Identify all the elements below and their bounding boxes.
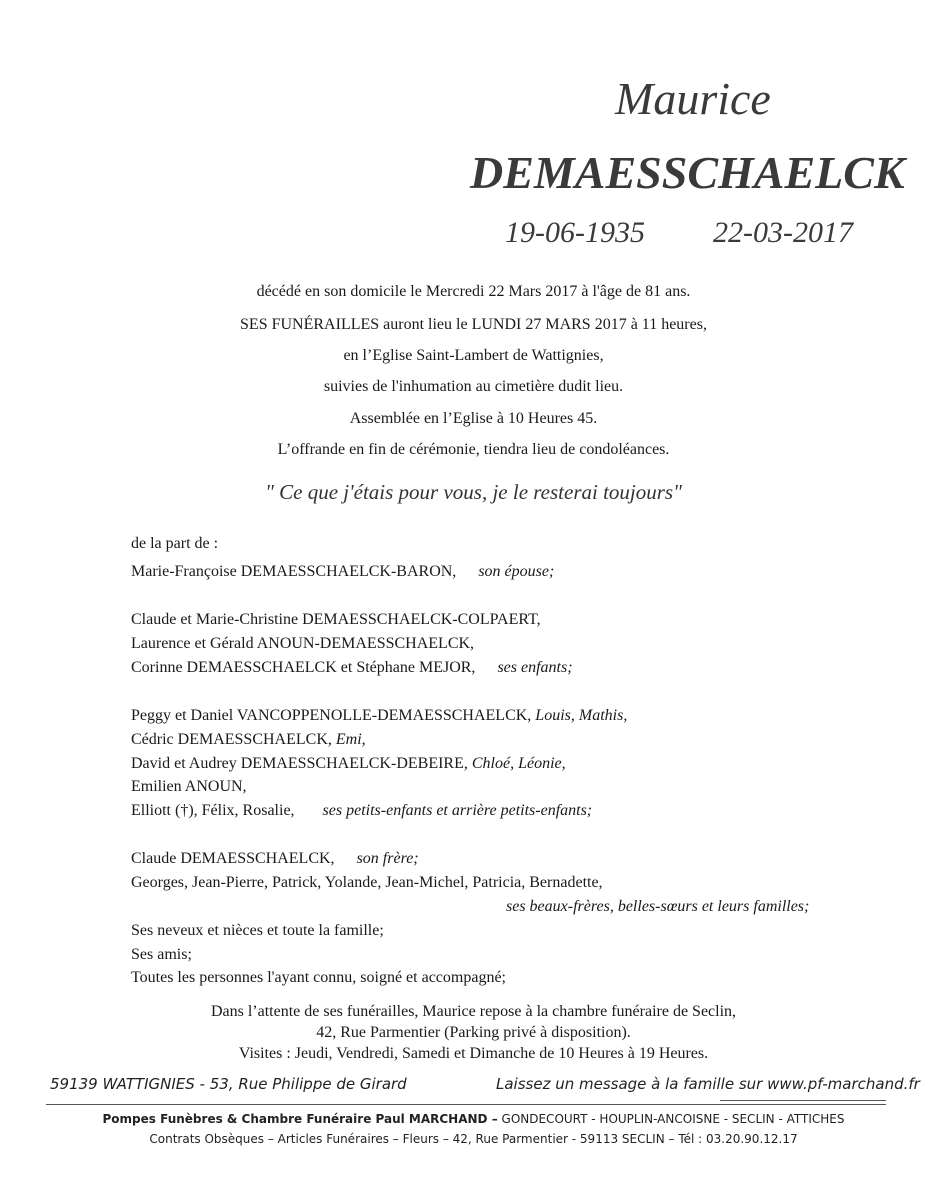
grandchild-parents: Peggy et Daniel VANCOPPENOLLE-DEMAESSCHAELCK, <box>131 707 532 724</box>
visitation-line: 42, Rue Parmentier (Parking privé à disposition). <box>316 1024 631 1041</box>
spouse-name: Marie-Françoise DEMAESSCHAELCK-BARON, <box>131 563 457 580</box>
spouse-line <box>131 563 554 581</box>
in-laws-line: Georges, Jean-Pierre, Patrick, Yolande, Jean-Michel, Patricia, Bernadette, <box>131 874 603 891</box>
child-name: Corinne DEMAESSCHAELCK et Stéphane MEJOR, <box>131 659 476 676</box>
announcement-line: SES FUNÉRAILLES auront lieu le LUNDI 27 MARS 2017 à 11 heures, <box>240 316 707 333</box>
grandchild-line <box>131 731 366 749</box>
footer-divider <box>46 1104 886 1105</box>
family-intro: de la part de : <box>131 535 219 552</box>
grandchild-kids: Emi, <box>335 731 366 748</box>
announcement-line: suivies de l'inhumation au cimetière dudit lieu. <box>323 378 624 395</box>
birth-date: 19-06-1935 <box>505 216 645 249</box>
child-line <box>131 659 573 677</box>
grandchild-names: Elliott (†), Félix, Rosalie, <box>131 802 295 819</box>
others-line: Ses amis; <box>131 946 192 963</box>
company-services: Contrats Obsèques – Articles Funéraires – Fleurs – 42, Rue Parmentier - 59113 SECLIN – Tél : 03.20.90.12.17 <box>149 1132 798 1146</box>
grandchild-line <box>131 802 592 820</box>
deceased-last-name: DEMAESSCHAELCK <box>470 147 905 198</box>
visitation-line: Visites : Jeudi, Vendredi, Samedi et Dimanche de 10 Heures à 19 Heures. <box>238 1045 709 1062</box>
brother-name: Claude DEMAESSCHAELCK, <box>131 850 335 867</box>
grandchild-parents: David et Audrey DEMAESSCHAELCK-DEBEIRE, <box>131 755 468 772</box>
footer-address: 59139 WATTIGNIES - 53, Rue Philippe de Girard <box>50 1075 407 1093</box>
announcement-line: en l’Eglise Saint-Lambert de Wattignies, <box>343 347 604 364</box>
grandchild-line: Emilien ANOUN, <box>131 778 247 795</box>
memorial-quote: " Ce que j'étais pour vous, je le resterai toujours" <box>265 480 682 504</box>
in-laws-relation: ses beaux-frères, belles-sœurs et leurs familles; <box>506 898 810 915</box>
spouse-relation: son épouse; <box>478 563 555 580</box>
company-line <box>0 1112 947 1126</box>
footer-underline <box>720 1100 886 1101</box>
grandchildren-relation: ses petits-enfants et arrière petits-enfants; <box>322 802 593 819</box>
brother-relation: son frère; <box>356 850 419 867</box>
grandchild-line <box>131 755 566 773</box>
company-name: Pompes Funèbres & Chambre Funéraire Paul MARCHAND – <box>102 1112 498 1126</box>
visitation-line: Dans l’attente de ses funérailles, Maurice repose à la chambre funéraire de Seclin, <box>210 1003 737 1020</box>
death-date: 22-03-2017 <box>713 216 853 249</box>
announcement-line: décédé en son domicile le Mercredi 22 Mars 2017 à l'âge de 81 ans. <box>256 283 691 300</box>
announcement-line: Assemblée en l’Eglise à 10 Heures 45. <box>349 410 598 427</box>
announcement-line: L’offrande en fin de cérémonie, tiendra lieu de condoléances. <box>277 441 670 458</box>
others-line: Toutes les personnes l'ayant connu, soigné et accompagné; <box>131 969 506 986</box>
company-towns: GONDECOURT - HOUPLIN-ANCOISNE - SECLIN - ATTICHES <box>497 1112 845 1126</box>
grandchild-line <box>131 707 627 725</box>
footer-website-message[interactable]: Laissez un message à la famille sur www.pf-marchand.fr <box>496 1075 920 1093</box>
child-line: Laurence et Gérald ANOUN-DEMAESSCHAELCK, <box>131 635 475 652</box>
grandchild-parents: Cédric DEMAESSCHAELCK, <box>131 731 332 748</box>
others-line: Ses neveux et nièces et toute la famille; <box>131 922 384 939</box>
brother-line <box>131 850 419 868</box>
deceased-first-name: Maurice <box>615 73 771 124</box>
grandchild-kids: Chloé, Léonie, <box>471 755 566 772</box>
child-line: Claude et Marie-Christine DEMAESSCHAELCK-COLPAERT, <box>131 611 541 628</box>
grandchild-kids: Louis, Mathis, <box>535 707 628 724</box>
children-relation: ses enfants; <box>497 659 573 676</box>
